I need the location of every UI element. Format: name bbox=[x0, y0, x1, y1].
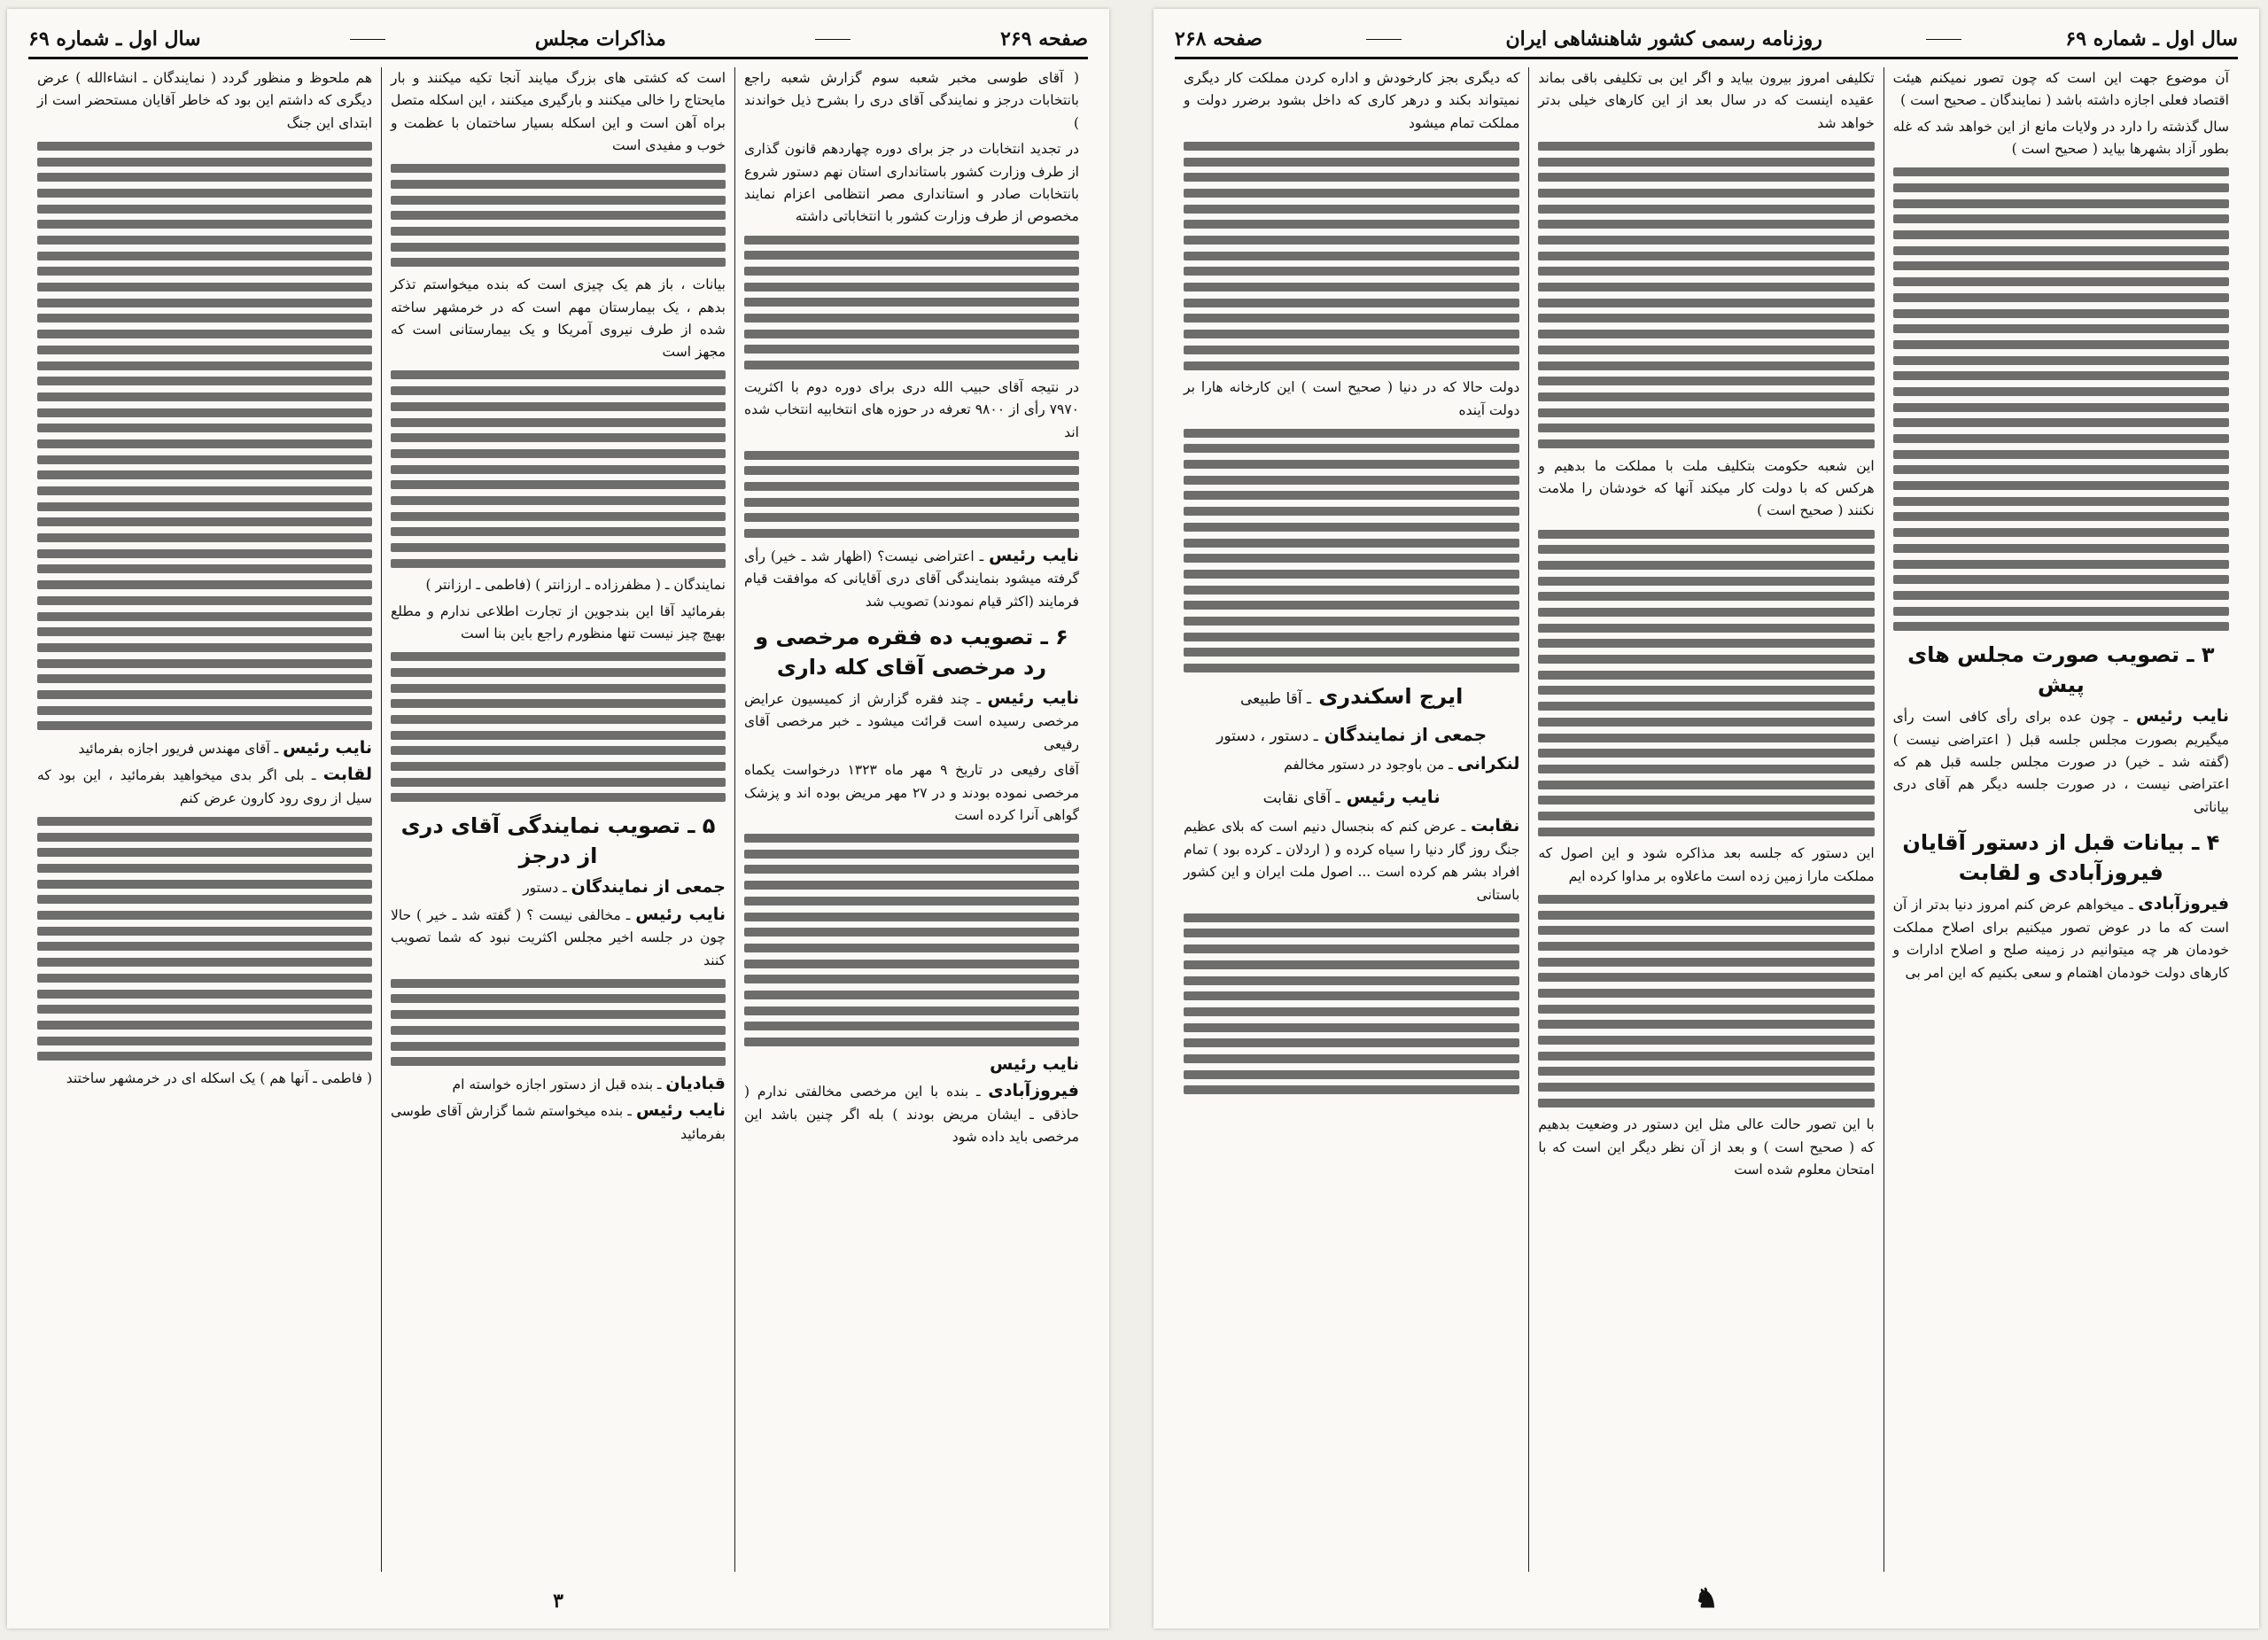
speaker-name: نایب رئیس bbox=[2135, 706, 2229, 727]
page-header bbox=[1175, 21, 2238, 59]
paragraph bbox=[744, 545, 1079, 613]
header-rule bbox=[350, 39, 385, 40]
paragraph bbox=[1184, 815, 1519, 906]
page-footer-number: ۳ bbox=[553, 1589, 563, 1613]
speech-text: ـ بنده با این مرخصی مخالفتی ندارم ( حاذقی ـ ایشان مریض بودند ) بله اگر چنین باشد این مرخصی باید داده شود bbox=[744, 1084, 1079, 1145]
paragraph: هم ملحوظ و منظور گردد ( نمایندگان ـ انشاءالله ) عرض دیگری که داشتم این بود که خاطر آقایان مستحضر است از ابتدای این جنگ bbox=[37, 70, 372, 131]
paragraph bbox=[1893, 893, 2229, 984]
speaker-name: ایرج اسکندری bbox=[1318, 684, 1464, 710]
speaker-name: نقابت bbox=[1471, 816, 1520, 836]
paragraph bbox=[391, 876, 726, 899]
issue-number: سال اول ـ شماره ۶۹ bbox=[28, 27, 201, 51]
article-columns bbox=[28, 67, 1088, 1572]
text-block bbox=[1184, 429, 1519, 672]
page-number: صفحه ۲۶۸ bbox=[1175, 27, 1262, 51]
speaker-name: جمعی از نمایندگان bbox=[571, 877, 726, 898]
speech-text: ـ مخالفی نیست ؟ ( گفته شد ـ خیر ) حالا چون در جلسه اخیر مجلس اکثریت نبود که شما تصویب کنند bbox=[391, 906, 726, 968]
speaker-name: نایب رئیس bbox=[987, 688, 1079, 708]
speaker-name: نایب رئیس bbox=[1346, 786, 1441, 808]
speaker-name: جمعی از نمایندگان bbox=[1324, 724, 1487, 746]
header-rule bbox=[1926, 39, 1961, 40]
text-block bbox=[1184, 142, 1519, 370]
paragraph bbox=[37, 764, 372, 810]
paragraph: آن موضوع جهت این است که چون تصور نمیکنم هیئت اقتصاد فعلی اجازه داشته باشد ( نمایندگان ـ صحیح است ) bbox=[1892, 70, 2229, 109]
text-block bbox=[37, 817, 372, 1061]
speaker-name: نایب رئیس bbox=[989, 545, 1079, 565]
paragraph: این شعبه حکومت بتکلیف ملت با مملکت ما بدهیم و هرکس که با دولت کار میکند آنها که خودشان را ملامت نکنند ( صحیح است ) bbox=[1538, 457, 1875, 519]
column-1 bbox=[734, 67, 1088, 1572]
paragraph: در نتیجه آقای حبیب الله دری برای دوره دوم با اکثریت ۷۹۷۰ رأی از ۹۸۰۰ تعرفه در حوزه های انتخابیه انتخاب شده اند bbox=[744, 378, 1079, 440]
speaker-name: نایب رئیس bbox=[635, 904, 726, 924]
paragraph: سال گذشته را دارد در ولایات مانع از این خواهد شد که غله بطور آزاد بشهرها بیاید ( صحیح است ) bbox=[1892, 118, 2229, 158]
section-title: مذاکرات مجلس bbox=[534, 27, 666, 51]
paragraph bbox=[37, 737, 372, 760]
paragraph bbox=[391, 904, 726, 972]
paragraph: در تجدید انتخابات در جز برای دوره چهاردهم قانون گذاری از طرف وزارت کشور باستانداری استان نهم دستور شروع بانتخابات صادر و استانداری مصر انتظامی اعزام نمایند مخصوص از طرف وزارت کشور با انتخاباتی داشته bbox=[744, 141, 1079, 225]
speech-text: ـ اعتراضی نیست؟ (اظهار شد ـ خیر) رأی گرفته میشود بنمایندگی آقای دری آقایانی که موافقت قیام فرمایند (اکثر قیام نمودند) تصویب شد bbox=[744, 548, 1079, 610]
text-block bbox=[391, 164, 726, 267]
text-block bbox=[1538, 142, 1874, 448]
text-block bbox=[744, 834, 1079, 1046]
left-page bbox=[7, 9, 1109, 1628]
speaker-name: لنکرانی bbox=[1456, 754, 1520, 774]
speaker-name: فیروزآبادی bbox=[988, 1081, 1079, 1101]
section-heading: ۵ ـ تصویب نمایندگی آقای دری از درجز bbox=[400, 813, 716, 869]
text-block bbox=[744, 451, 1079, 538]
right-page bbox=[1153, 9, 2259, 1628]
paragraph: با این تصور حالت عالی مثل این دستور در وضعیت بدهیم که ( صحیح است ) و بعد از آن نظر دیگر این است که با امتحان معلوم شده است bbox=[1538, 1116, 1875, 1178]
issue-number: سال اول ـ شماره ۶۹ bbox=[2065, 27, 2238, 51]
speech-text: ـ میخواهم عرض کنم امروز دنیا بدتر از آن است که ما در عوض تصور میکنیم برای اصلاح مملکت خودمان هر چه میتوانیم در زمینه صلح و اصلاح ادارات و کارهای دولت خودمان اهتمام و سعی بکنیم که این امر بی bbox=[1892, 897, 2229, 981]
section-heading: ۴ ـ بیانات قبل از دستور آقایان فیروزآبادی و لقابت bbox=[1902, 830, 2220, 886]
speech-text: ـ بنده میخواستم شما گزارش آقای طوسی بفرمائید bbox=[391, 1103, 726, 1142]
paragraph: که دیگری بجز کارخودش و اداره کردن مملکت کار دیگری نمیتواند بکند و درهر کاری که داخل بشود برضرر دولت و مملکت تمام میشود bbox=[1184, 70, 1520, 131]
speaker-name: لقابت bbox=[322, 765, 372, 785]
text-block bbox=[391, 652, 726, 802]
section-heading: ۳ ـ تصویب صورت مجلس های پیش bbox=[1907, 642, 2215, 698]
column-2 bbox=[1528, 67, 1883, 1572]
paragraph bbox=[1184, 753, 1519, 776]
section-subheading bbox=[1184, 721, 1519, 750]
speaker-name: نایب رئیس bbox=[636, 1100, 726, 1121]
speaker-name: نایب رئیس bbox=[990, 1053, 1079, 1074]
paragraph bbox=[744, 1080, 1079, 1148]
article-columns bbox=[1175, 67, 2238, 1572]
speech-text: ـ چون عده برای رأی کافی است رأی میگیریم بصورت مجلس جلسه قبل ( اعتراضی نیست ) (گفته شد ـ خیر) در صورت مجلس جلسه قبل هم که اعتراضی نیست ، در صورت جلسه دیگر هم آقای دری بیاناتی bbox=[1892, 709, 2229, 815]
paragraph bbox=[744, 688, 1079, 756]
speech-text: ـ چند فقره گزارش از کمیسیون عرایض مرخصی رسیده است قرائت میشود ـ خبر مرخصی آقای رفیعی bbox=[744, 690, 1079, 752]
speech-text: ـ دستور ، دستور bbox=[1216, 727, 1318, 746]
paragraph bbox=[391, 1100, 726, 1146]
text-block bbox=[391, 370, 726, 567]
speaker-name: فیروزآبادی bbox=[2138, 894, 2230, 914]
paragraph: ( فاطمی ـ آنها هم ) یک اسکله ای در خرمشهر ساختند bbox=[66, 1069, 372, 1086]
paragraph: بفرمائید آقا این بندجوین از تجارت اطلاعی ندارم و مطلع بهیچ چیز نیست تنها منظورم راجع باین بنا است bbox=[391, 602, 726, 642]
paragraph: تکلیفی امروز بیرون بیاید و اگر این بی تکلیفی باقی بماند عقیده اینست که در سال بعد از این کارهای خیلی بدتر خواهد شد bbox=[1538, 70, 1875, 131]
column-3 bbox=[1175, 67, 1528, 1572]
paragraph: ( آقای طوسی مخبر شعبه سوم گزارش شعبه راجع بانتخابات درجز و نمایندگی آقای دری را بشرح ذیل خواندند ) bbox=[744, 70, 1079, 131]
paragraph bbox=[744, 1053, 1079, 1076]
speech-text: ـ دستور bbox=[523, 880, 567, 897]
text-block bbox=[391, 979, 726, 1066]
paragraph bbox=[1893, 705, 2229, 819]
page-number: صفحه ۲۶۹ bbox=[1000, 27, 1088, 51]
text-block bbox=[1538, 895, 1874, 1108]
column-3 bbox=[28, 67, 381, 1572]
speech-text: ـ بلی اگر بدی میخواهید بفرمائید ، این بود که سیل از روی رود کارون عرض کنم bbox=[37, 767, 372, 806]
speaker-name: نایب رئیس bbox=[283, 738, 372, 758]
paragraph: نمایندگان ـ ( مظفرزاده ـ ارزانتر ) (فاطمی ـ ارزانتر ) bbox=[425, 577, 726, 594]
paragraph: دولت حالا که در دنیا ( صحیح است ) این کارخانه هارا بر دولت آینده bbox=[1184, 379, 1520, 418]
paragraph bbox=[391, 1073, 726, 1096]
speech-text: ـ من باوجود در دستور مخالفم bbox=[1284, 757, 1453, 773]
column-1 bbox=[1884, 67, 2238, 1572]
paragraph: بیانات ، باز هم یک چیزی است که بنده میخواستم تذکر بدهم ، یک بیمارستان مهم است که در خرمشهر ساخته شده از طرف نیروی آمریکا و یک بیمارستانی است که مجهز است bbox=[391, 276, 726, 361]
paragraph: این دستور که جلسه بعد مذاکره شود و این اصول که مملکت مارا زمین زده است ماعلاوه بر مداوا کرده ایم bbox=[1538, 845, 1875, 884]
speech-text: ـ عرض کنم که بنجسال دنیم است که بلای عظیم جنگ روز گار دنیا را سیاه کرده و ( اردلان ـ کرده بود ) تمام افراد بشر هم کرده است ... اصول ملت ایران و این کشور باستانی bbox=[1184, 819, 1520, 903]
speech-text: ـ آقای نقابت bbox=[1262, 789, 1340, 808]
section-heading: ۶ ـ تصویب ده فقره مرخصی و رد مرخصی آقای کله داری bbox=[755, 624, 1068, 680]
text-block bbox=[744, 236, 1079, 370]
speaker-name: قبادیان bbox=[665, 1073, 726, 1093]
text-block bbox=[1893, 167, 2229, 631]
section-title: روزنامه رسمی کشور شاهنشاهی ایران bbox=[1505, 27, 1822, 51]
column-2 bbox=[381, 67, 734, 1572]
page-header bbox=[28, 21, 1088, 59]
paragraph: آقای رفیعی در تاریخ ۹ مهر ماه ۱۳۲۳ درخواست یکماه مرخصی نموده بودند و در ۲۷ مهر مریض بوده اند و پزشک گواهی آنرا کرده است bbox=[744, 762, 1079, 823]
speech-text: ـ آقا طبیعی bbox=[1239, 690, 1311, 709]
speech-text: ـ آقای مهندس فریور اجازه بفرمائید bbox=[78, 741, 279, 758]
page-footer bbox=[1153, 1583, 2259, 1614]
section-heading bbox=[1184, 681, 1519, 714]
text-block bbox=[1184, 913, 1519, 1095]
text-block bbox=[1538, 530, 1874, 836]
paragraph: است که کشتی های بزرگ میایند آنجا تکیه میکنند و بار مایحتاج را خالی میکنند و بارگیری میکنند ، این اسکله متصل براه آهن است و این اسکله بسیار ساختمان با عظمت و خوب و مفیدی است bbox=[391, 70, 726, 154]
speech-text: ـ بنده قبل از دستور اجازه خواسته ام bbox=[452, 1076, 662, 1092]
lion-emblem-icon: ♞ bbox=[1694, 1583, 1719, 1614]
text-block bbox=[37, 142, 372, 730]
header-rule bbox=[1366, 39, 1402, 40]
header-rule bbox=[815, 39, 850, 40]
section-subheading bbox=[1184, 783, 1519, 812]
